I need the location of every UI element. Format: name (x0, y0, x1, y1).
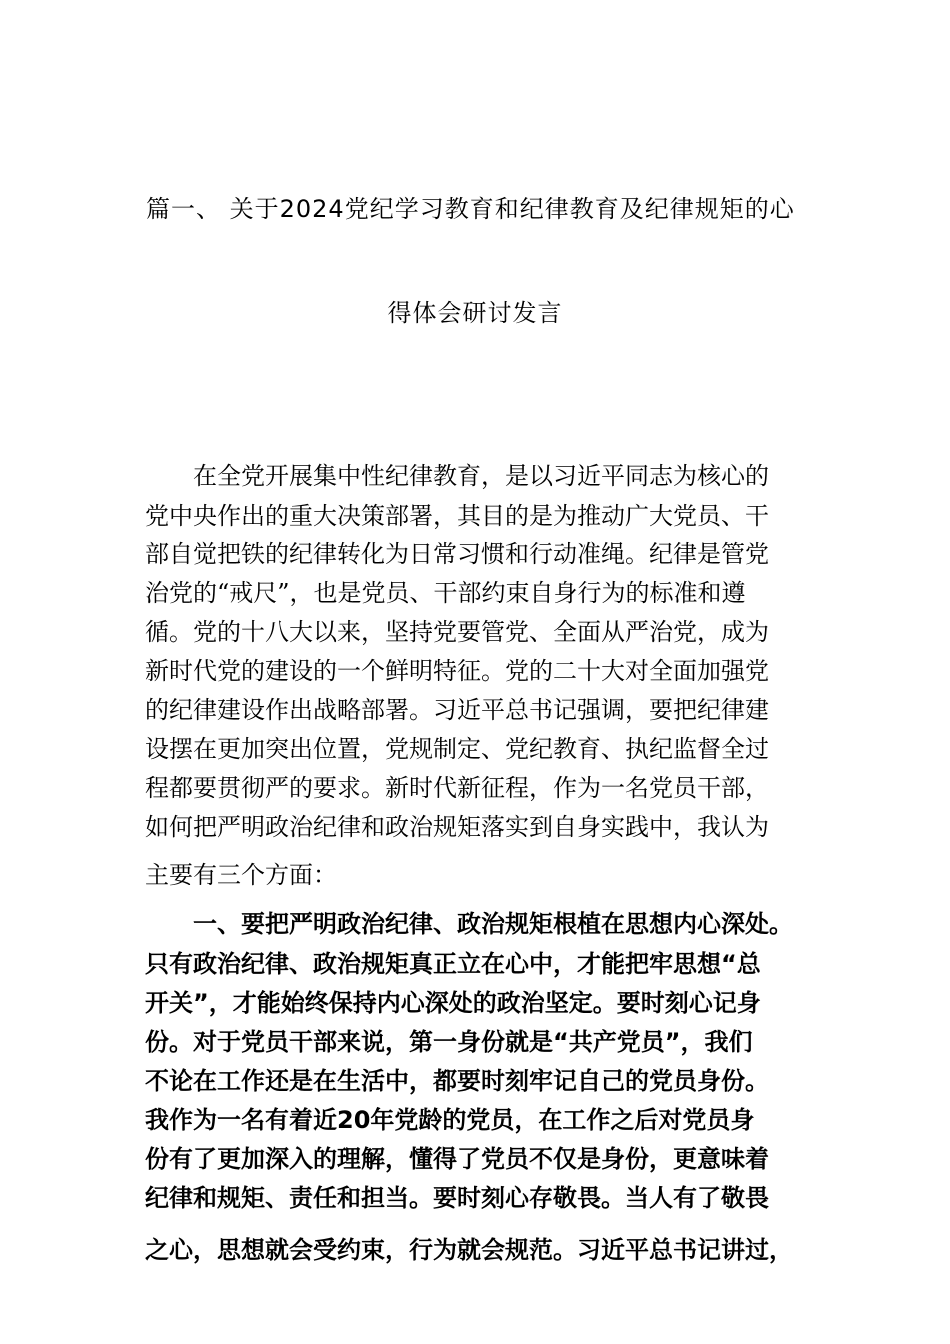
paragraph-line: 治党的“戒尺”，也是党员、干部约束自身行为的标准和遵 (145, 579, 746, 607)
paragraph-line: 的纪律建设作出战略部署。习近平总书记强调，要把纪律建 (145, 696, 769, 724)
paragraph-line: 之心，思想就会受约束，行为就会规范。习近平总书记讲过， (145, 1236, 793, 1264)
document-title-line-1: 篇一、 关于2024党纪学习教育和纪律教育及纪律规矩的心 (146, 195, 795, 223)
paragraph-line: 份有了更加深入的理解，懂得了党员不仅是身份，更意味着 (145, 1145, 769, 1173)
paragraph-line: 循。党的十八大以来，坚持党要管党、全面从严治党，成为 (145, 618, 769, 646)
paragraph-line: 党中央作出的重大决策部署，其目的是为推动广大党员、干 (145, 502, 769, 530)
document-title-line-2: 得体会研讨发言 (387, 299, 563, 327)
paragraph-line: 一、要把严明政治纪律、政治规矩根植在思想内心深处。 (145, 910, 793, 938)
paragraph-line: 主要有三个方面： (145, 861, 337, 889)
paragraph-line: 份。对于党员干部来说，第一身份就是“共产党员”，我们 (145, 1028, 753, 1056)
paragraph-line: 只有政治纪律、政治规矩真正立在心中，才能把牢思想“总 (145, 950, 761, 978)
paragraph-line: 不论在工作还是在生活中，都要时刻牢记自己的党员身份。 (145, 1067, 769, 1095)
paragraph-line: 纪律和规矩、责任和担当。要时刻心存敬畏。当人有了敬畏 (145, 1184, 769, 1212)
paragraph-line: 开关”，才能始终保持内心深处的政治坚定。要时刻心记身 (145, 989, 761, 1017)
paragraph-line: 程都要贯彻严的要求。新时代新征程，作为一名党员干部， (145, 774, 769, 802)
paragraph-line: 部自觉把铁的纪律转化为日常习惯和行动准绳。纪律是管党 (145, 540, 769, 568)
paragraph-line: 在全党开展集中性纪律教育，是以习近平同志为核心的 (145, 462, 769, 490)
paragraph-line: 如何把严明政治纪律和政治规矩落实到自身实践中，我认为 (145, 813, 769, 841)
paragraph-line: 我作为一名有着近20年党龄的党员，在工作之后对党员身 (145, 1106, 755, 1134)
paragraph-line: 设摆在更加突出位置，党规制定、党纪教育、执纪监督全过 (145, 735, 769, 763)
paragraph-line: 新时代党的建设的一个鲜明特征。党的二十大对全面加强党 (145, 657, 769, 685)
